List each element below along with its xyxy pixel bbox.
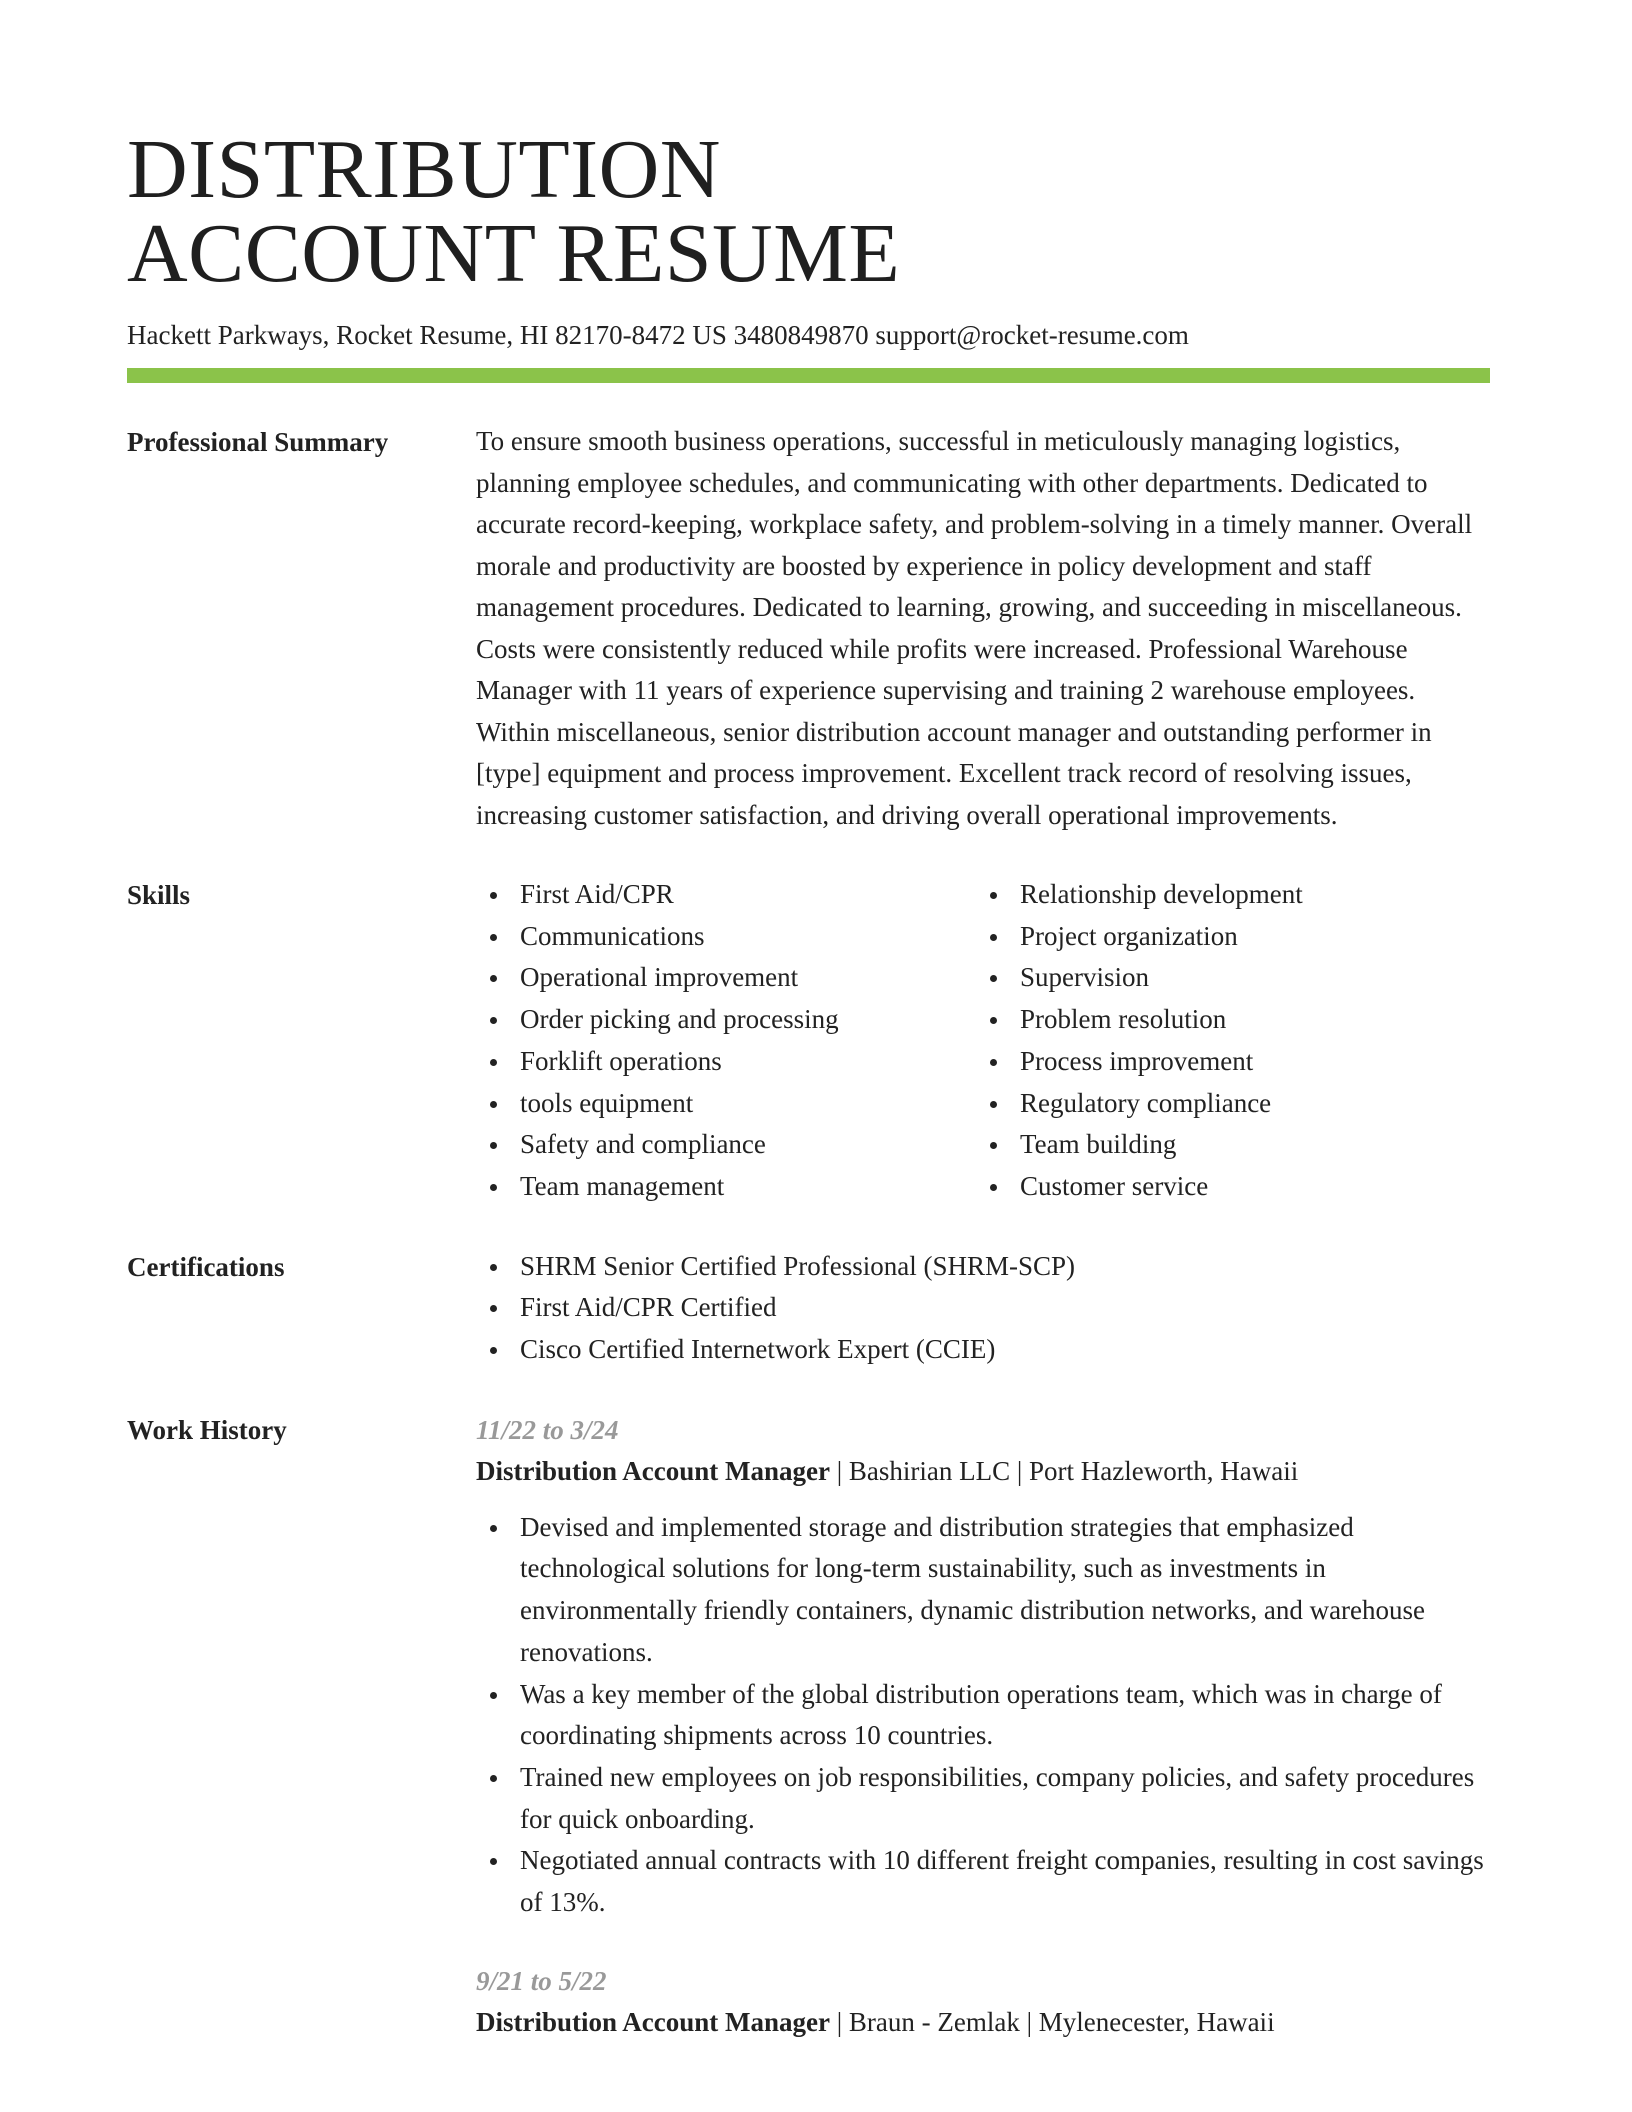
skills-section [127,874,1490,1208]
skill-item: Order picking and processing [476,999,976,1041]
skills-list [476,874,1490,1208]
job-bullet: Devised and implemented storage and distribution strategies that emphasized technological solutions for long-term sustainability, such as investments in environmentally friendly containers, dynamic distribution networks, and warehouse renovations. [476,1507,1490,1674]
certifications-list [476,1246,1490,1371]
certification-item: Cisco Certified Internetwork Expert (CCIE) [476,1329,1490,1371]
certifications-body [476,1246,1490,1371]
job-dates: 9/21 to 5/22 [476,1965,607,1996]
job-heading [476,1451,1490,1492]
job-dates: 11/22 to 3/24 [476,1414,619,1445]
work-history-body [476,1409,1490,2079]
job-bullet: Negotiated annual contracts with 10 different freight companies, resulting in cost savings of 13%. [476,1840,1490,1923]
job-title: Distribution Account Manager [476,2006,830,2037]
accent-divider [127,368,1490,383]
skill-item: Customer service [976,1166,1476,1208]
job-entry [476,1960,1490,2043]
job-heading [476,2002,1490,2043]
skills-heading: Skills [127,880,191,910]
job-bullet: Trained new employees on job responsibilities, company policies, and safety procedures for quick onboarding. [476,1757,1490,1840]
skill-item: Relationship development [976,874,1476,916]
job-company-location: | Bashirian LLC | Port Hazleworth, Hawaii [830,1455,1299,1486]
skill-item: Team building [976,1124,1476,1166]
certifications-heading: Certifications [127,1251,285,1282]
skill-item: Regulatory compliance [976,1083,1476,1125]
work-history-heading: Work History [127,1414,287,1445]
resume-page [127,123,1490,2079]
certification-item: SHRM Senior Certified Professional (SHRM-SCP) [476,1246,1490,1288]
resume-title [127,123,1490,300]
job-bullet-list [476,1507,1490,1924]
resume-title-line-2: ACCOUNT RESUME [127,207,901,300]
job-bullet: Was a key member of the global distribution operations team, which was in charge of coordinating shipments across 10 countries. [476,1674,1490,1757]
skill-item: Process improvement [976,1041,1476,1083]
summary-heading: Professional Summary [127,427,389,457]
resume-title-line-1: DISTRIBUTION [127,123,721,216]
skills-column-right [976,874,1476,1208]
skill-item: Communications [476,916,976,958]
certification-item: First Aid/CPR Certified [476,1287,1490,1329]
skill-item: Problem resolution [976,999,1476,1041]
job-title: Distribution Account Manager [476,1455,830,1486]
skill-item: Team management [476,1166,976,1208]
work-history-section [127,1409,1490,2079]
skill-item: Operational improvement [476,957,976,999]
summary-section [127,421,1490,836]
skills-column-left [476,874,976,1208]
skill-item: Project organization [976,916,1476,958]
certifications-section [127,1246,1490,1371]
skill-item: tools equipment [476,1083,976,1125]
skill-item: First Aid/CPR [476,874,976,916]
skill-item: Supervision [976,957,1476,999]
job-company-location: | Braun - Zemlak | Mylenecester, Hawaii [830,2006,1275,2037]
skill-item: Safety and compliance [476,1124,976,1166]
contact-info: Hackett Parkways, Rocket Resume, HI 82170-8472 US 3480849870 support@rocket-resume.com [127,320,1189,350]
skill-item: Forklift operations [476,1041,976,1083]
job-entry [476,1409,1490,1924]
summary-text: To ensure smooth business operations, successful in meticulously managing logistics, planning employee schedules, and communicating with other departments. Dedicated to accurate record-keeping, workplace safety, and problem-solving in a timely manner. Overall morale and productivity are boosted by experience in policy development and staff management procedures. Dedicated to learning, growing, and succeeding in miscellaneous. Costs were consistently reduced while profits were increased. Professional Warehouse Manager with 11 years of experience supervising and training 2 warehouse employees. Within miscellaneous, senior distribution account manager and outstanding performer in [type] equipment and process improvement. Excellent track record of resolving issues, increasing customer satisfaction, and driving overall operational improvements. [476,426,1473,830]
